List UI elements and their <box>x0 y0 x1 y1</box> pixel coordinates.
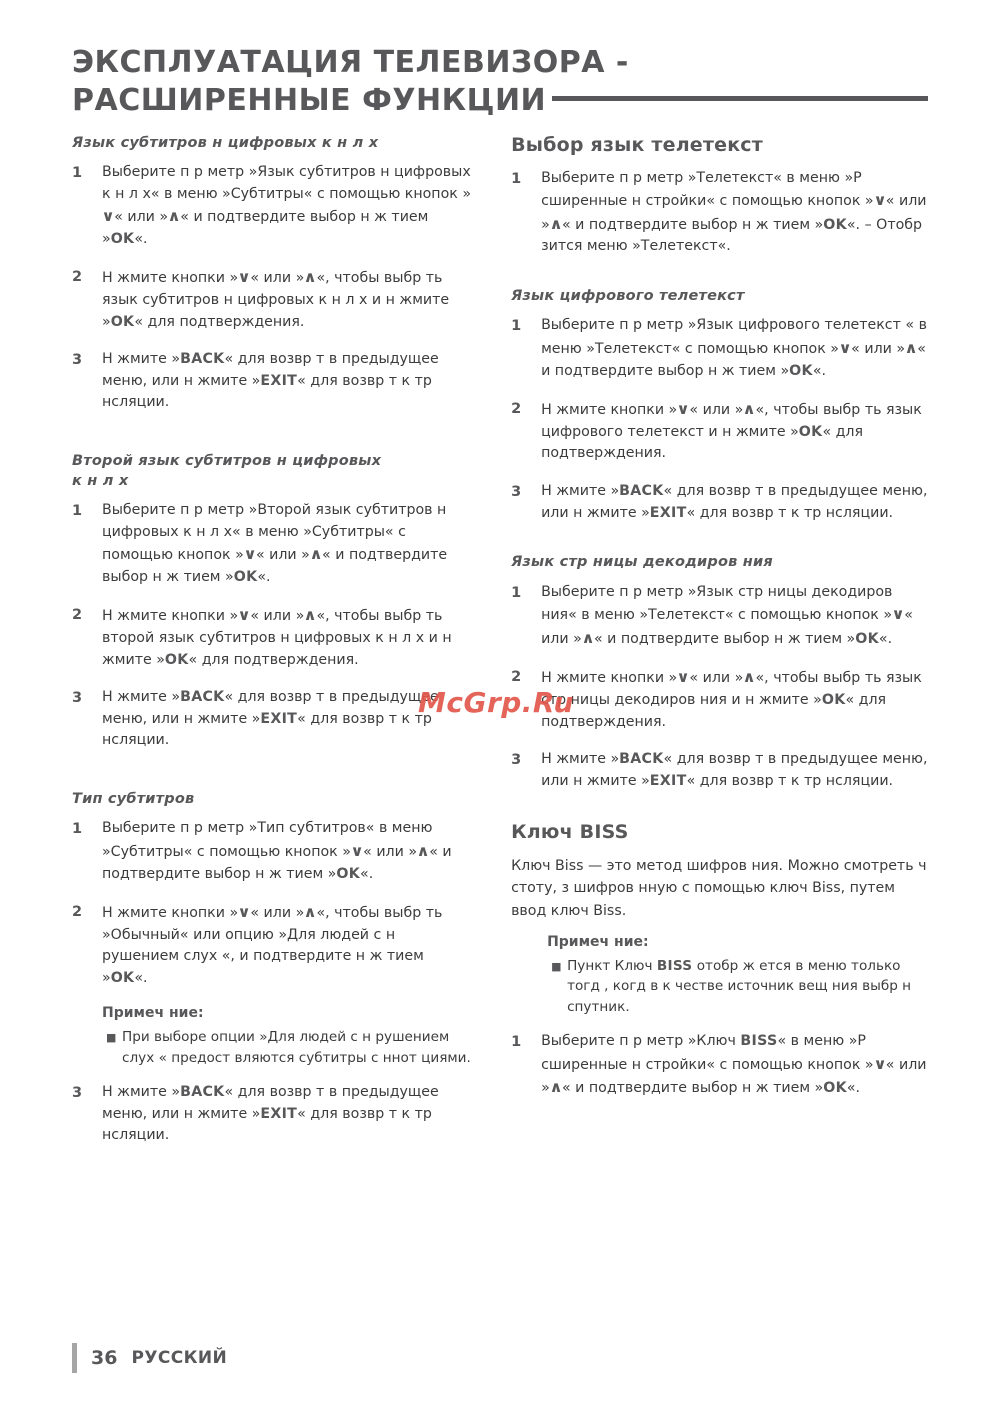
step-number: 3 <box>72 1085 83 1102</box>
step-number: 3 <box>511 483 522 500</box>
page-title <box>72 44 928 120</box>
section-title-decoding-page-language: Язык стр ницы декодиров ния <box>511 554 773 571</box>
step-text: Выберите п р метр »Язык стр ницы декодиров ния« в меню »Телетекст« с помощью кнопок »∨« или »∧« и подтвердите выбор н ж тием »OK«. <box>541 583 913 647</box>
section-title-line2: к н л х <box>72 472 129 489</box>
step-text: Н жмите »BACK« для возвр т в предыдущее меню, или н жмите »EXIT« для возвр т к тр нсляции. <box>102 351 439 411</box>
step-number: 2 <box>72 607 83 624</box>
step-text: Н жмите »BACK« для возвр т в предыдущее меню, или н жмите »EXIT« для возвр т к тр нсляции. <box>102 1084 439 1144</box>
title-rule <box>552 96 928 101</box>
note-item <box>106 1027 473 1068</box>
step-item <box>511 666 928 733</box>
step-number: 1 <box>72 165 83 182</box>
step-number: 3 <box>511 752 522 769</box>
step-number: 2 <box>511 401 522 418</box>
step-item <box>72 901 473 989</box>
step-number: 1 <box>511 170 522 187</box>
step-item <box>511 749 928 792</box>
section-title-subtitle-language: Язык субтитров н цифровых к н л х <box>72 134 379 151</box>
step-item <box>72 349 473 414</box>
step-text: Выберите п р метр »Второй язык субтитров н цифровых к н л х« в меню »Субтитры« с помощью кнопок »∨« или »∧« и подтвердите выбор н ж тием »OK«. <box>102 502 448 585</box>
step-text: Выберите п р метр »Телетекст« в меню »Р сширенные н стройки« с помощью кнопок »∨« или »∧« и подтвердите выбор н ж тием »OK«. – Отобр зится меню »Телетекст«. <box>541 169 927 255</box>
step-text: Выберите п р метр »Язык цифрового телетекст « в меню »Телетекст« с помощью кнопок »∨« или »∧« и подтвердите выбор н ж тием »OK«. <box>541 317 927 379</box>
step-text: Выберите п р метр »Язык субтитров н цифровых к н л х« в меню »Субтитры« с помощью кнопок »∨« или »∧« и подтвердите выбор н ж тием »OK«. <box>101 164 472 247</box>
note-title: Примеч ние: <box>102 1005 204 1022</box>
step-text: Н жмите кнопки »∨« или »∧«, чтобы выбр ть язык стр ницы декодиров ния и н жмите »OK« для подтверждения. <box>541 668 922 730</box>
step-number: 3 <box>72 352 83 369</box>
step-item <box>511 481 928 524</box>
right-column <box>511 134 928 1163</box>
step-item <box>511 398 928 465</box>
step-number: 1 <box>72 503 83 520</box>
left-column <box>72 134 473 1163</box>
step-text: Н жмите кнопки »∨« или »∧«, чтобы выбр ть язык субтитров н цифровых к н л х и н жмите »OK« для подтверждения. <box>102 268 450 330</box>
page-number: 36 <box>91 1347 118 1369</box>
section-title-second-subtitle-language <box>72 452 473 491</box>
step-number: 1 <box>511 318 522 335</box>
step-item <box>72 266 473 333</box>
step-text: Н жмите кнопки »∨« или »∧«, чтобы выбр ть язык цифрового телетекст и н жмите »OK« для подтверждения. <box>541 400 922 462</box>
step-item <box>72 162 473 250</box>
section-title-biss-key: Ключ BISS <box>511 821 629 844</box>
note-item <box>551 956 928 1017</box>
note-item-text: Пункт Ключ BISS отобр ж ется в меню только тогд , когд в к честве источник вещ ния выбр н спутник. <box>567 957 912 1015</box>
watermark: McGrp.Ru <box>418 686 574 719</box>
step-number: 2 <box>72 269 83 286</box>
step-text: Н жмите »BACK« для возвр т в предыдущее меню, или н жмите »EXIT« для возвр т к тр нсляции. <box>541 482 928 521</box>
note-title: Примеч ние: <box>547 933 649 950</box>
step-number: 3 <box>72 690 83 707</box>
step-item <box>72 604 473 671</box>
square-bullet-icon: ■ <box>551 959 562 973</box>
step-number: 2 <box>72 904 83 921</box>
step-number: 1 <box>72 821 83 838</box>
step-text: Выберите п р метр »Ключ BISS« в меню »Р сширенные н стройки« с помощью кнопок »∨« или »∧« и подтвердите выбор н ж тием »OK«. <box>541 1032 927 1097</box>
biss-description: Ключ Biss — это метод шифров ния. Можно смотреть ч стоту, з шифров нную с помощью ключ Biss, путем ввод ключ Biss. <box>511 858 927 919</box>
step-item <box>511 315 928 382</box>
section-title-subtitle-type: Тип субтитров <box>72 790 195 807</box>
step-item <box>511 582 928 651</box>
step-text: Н жмите »BACK« для возвр т в предыдущее меню, или н жмите »EXIT« для возвр т к тр нсляции. <box>102 689 439 749</box>
footer-language: РУССКИЙ <box>131 1348 228 1368</box>
step-item <box>511 1031 928 1100</box>
step-item <box>72 1082 473 1147</box>
note-block <box>102 1005 473 1068</box>
note-item-text: При выборе опции »Для людей с н рушением слух « предост вляются субтитры с ннот циями. <box>122 1029 471 1066</box>
page-title-line2: РАСШИРЕННЫЕ ФУНКЦИИ <box>72 82 547 118</box>
section-title-line1: Второй язык субтитров н цифровых <box>72 452 382 469</box>
page-title-line1: ЭКСПЛУАТАЦИЯ ТЕЛЕВИЗОРА - <box>72 45 629 80</box>
step-text: Н жмите кнопки »∨« или »∧«, чтобы выбр ть »Обычный« или опцию »Для людей с н рушением слух «, и подтвердите н ж тием »OK«. <box>102 903 443 986</box>
step-number: 1 <box>511 584 522 601</box>
note-block <box>547 934 928 1017</box>
step-item <box>72 818 473 885</box>
footer-bar <box>72 1343 77 1373</box>
step-text: Н жмите »BACK« для возвр т в предыдущее меню, или н жмите »EXIT« для возвр т к тр нсляции. <box>541 751 928 789</box>
step-number: 1 <box>511 1033 522 1050</box>
step-number: 2 <box>511 669 522 686</box>
section-title-digital-teletext-language: Язык цифрового телетекст <box>511 287 745 304</box>
step-text: Н жмите кнопки »∨« или »∧«, чтобы выбр ть второй язык субтитров н цифровых к н л х и н жмите »OK« для подтверждения. <box>102 606 452 668</box>
step-item <box>72 687 473 752</box>
page-header <box>72 44 928 120</box>
step-item <box>72 500 473 588</box>
step-text: Выберите п р метр »Тип субтитров« в меню »Субтитры« с помощью кнопок »∨« или »∧« и подтвердите выбор н ж тием »OK«. <box>102 820 452 882</box>
section-title-teletext-language-choice: Выбор язык телетекст <box>511 133 763 156</box>
step-item <box>511 168 928 258</box>
square-bullet-icon: ■ <box>106 1031 117 1045</box>
content-columns <box>72 134 928 1163</box>
page-footer <box>72 1343 227 1373</box>
